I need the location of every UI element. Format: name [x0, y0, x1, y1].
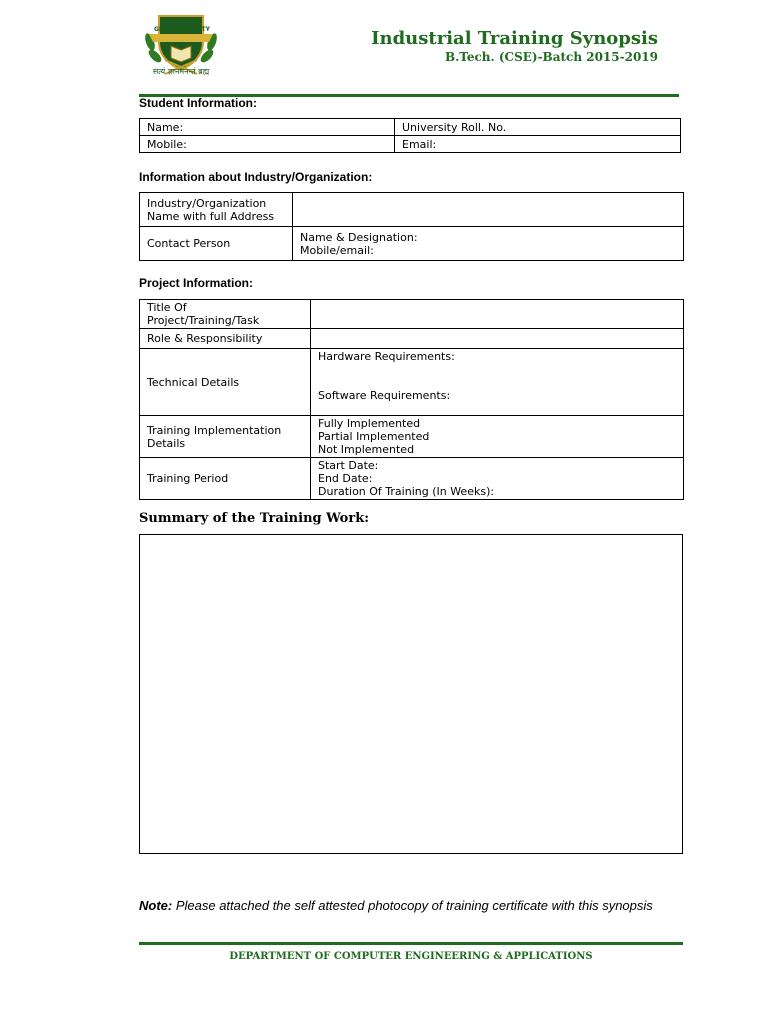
role-label: Role & Responsibility — [140, 329, 311, 349]
project-title-label — [140, 300, 311, 329]
option-not-implemented[interactable]: Not Implemented — [318, 443, 415, 456]
start-date-field[interactable]: Start Date: — [318, 459, 379, 472]
implementation-label-line1: Training Implementation — [147, 423, 282, 437]
project-title-label-line1: Title Of — [147, 301, 187, 314]
implementation-label — [140, 416, 311, 458]
option-partial-implemented[interactable]: Partial Implemented — [318, 430, 430, 443]
project-title-field[interactable] — [311, 300, 684, 329]
logo-motto: सत्यं ज्ञानमनन्तं ब्रह्म — [152, 67, 210, 76]
org-label-line1: Industry/Organization — [147, 196, 267, 210]
technical-details-field[interactable] — [311, 349, 684, 416]
footer-divider — [139, 942, 683, 945]
option-fully-implemented[interactable]: Fully Implemented — [318, 417, 421, 430]
industry-info-heading: Information about Industry/Organization: — [139, 170, 373, 184]
org-label — [140, 193, 293, 227]
student-info-table — [139, 118, 681, 153]
roll-number-field[interactable]: University Roll. No. — [395, 119, 681, 136]
end-date-field[interactable]: End Date: — [318, 472, 373, 485]
mobile-field[interactable]: Mobile: — [140, 136, 395, 153]
note-label: Note: — [139, 898, 173, 913]
contact-name-designation: Name & Designation: — [300, 230, 418, 244]
name-field[interactable]: Name: — [140, 119, 395, 136]
note-body: Please attached the self attested photocopy of training certificate with this synopsis — [175, 898, 653, 913]
software-requirements: Software Requirements: — [318, 389, 451, 402]
training-period-label: Training Period — [140, 458, 311, 500]
training-period-field[interactable] — [311, 458, 684, 500]
role-field[interactable] — [311, 329, 684, 349]
project-info-heading: Project Information: — [139, 276, 254, 290]
technical-details-label: Technical Details — [140, 349, 311, 416]
logo-text: GLA UNIVERSITY — [154, 26, 210, 33]
implementation-label-line2: Details — [147, 436, 186, 450]
contact-person-label: Contact Person — [140, 227, 293, 261]
industry-info-table — [139, 192, 684, 261]
document-title: Industrial Training Synopsis — [371, 28, 658, 49]
note-text — [139, 898, 653, 913]
duration-field[interactable]: Duration Of Training (In Weeks): — [318, 485, 495, 498]
hardware-requirements: Hardware Requirements: — [318, 350, 455, 363]
document-subtitle: B.Tech. (CSE)-Batch 2015-2019 — [444, 50, 658, 64]
summary-textarea[interactable] — [139, 534, 683, 854]
org-label-line2: Name with full Address — [147, 209, 275, 223]
student-info-heading: Student Information: — [139, 96, 257, 110]
contact-mobile-email: Mobile/email: — [300, 243, 374, 257]
footer-department: DEPARTMENT OF COMPUTER ENGINEERING & APPLICATIONS — [229, 951, 593, 962]
org-address-field[interactable] — [293, 193, 684, 227]
implementation-field[interactable] — [311, 416, 684, 458]
project-title-label-line2: Project/Training/Task — [147, 314, 260, 327]
email-field[interactable]: Email: — [395, 136, 681, 153]
contact-person-field[interactable] — [293, 227, 684, 261]
project-info-table — [139, 299, 684, 500]
summary-heading: Summary of the Training Work: — [139, 511, 370, 526]
